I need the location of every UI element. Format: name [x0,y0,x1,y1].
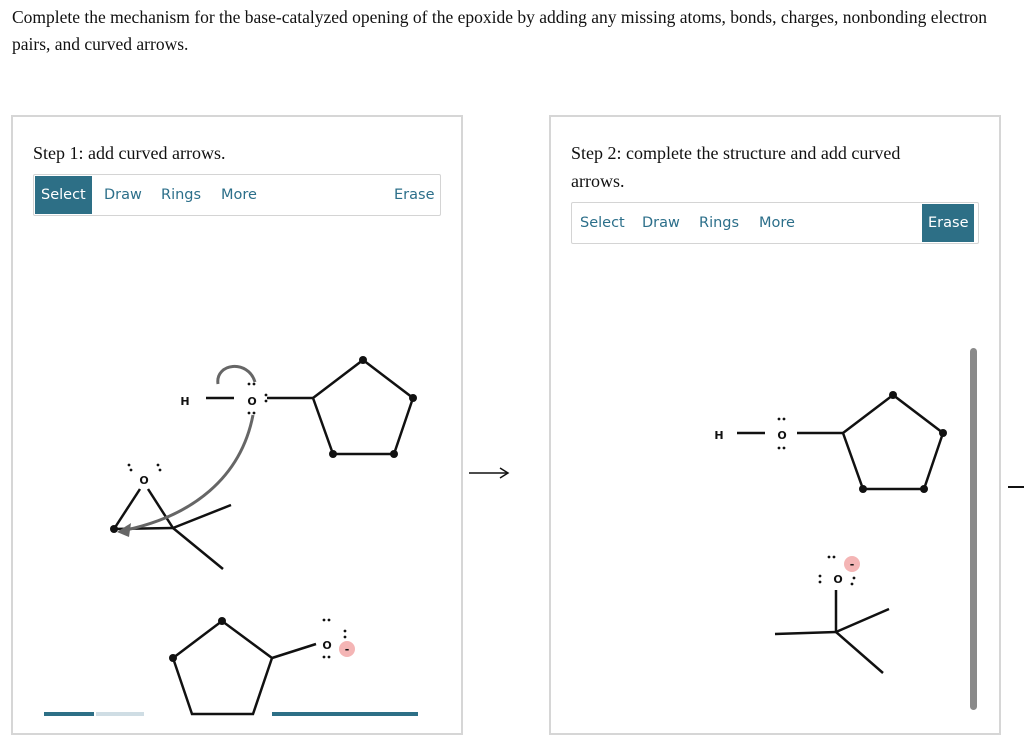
step1-epoxide-carbon [110,525,118,533]
step2-more-button[interactable]: More [759,215,795,231]
step2-bond-methyl-3 [836,632,883,673]
step2-negative-charge: - [849,558,855,571]
step2-select-button[interactable]: Select [580,215,625,231]
step2-cyclopentane-ring [843,395,943,489]
step2-atom-h: H [714,429,724,442]
step1-bottom-toolbar-group[interactable] [272,712,418,716]
step1-lone-pairs-epoxide [128,464,162,472]
step1-drawing-canvas[interactable] [13,117,461,717]
step1-bottom-toolbar-button[interactable] [44,712,94,716]
step1-cyclopentane-ring [313,360,413,454]
step2-panel [549,115,1001,735]
step2-atom-o-hydroxide: O [777,429,787,442]
step2-bond-methyl-2 [836,609,889,632]
step1-atom-o-alkoxide: O [322,639,332,652]
step1-erase-button[interactable]: Erase [394,187,435,203]
step2-rings-button[interactable]: Rings [699,215,740,231]
step1-atom-h: H [180,395,190,408]
step2-atom-o-alkoxide: O [833,573,843,586]
step1-title: Step 1: add curved arrows. [33,143,226,163]
step1-bottom-toolbar-button-2[interactable] [96,712,144,716]
step2-erase-button[interactable]: Erase [922,204,974,242]
step1-product-ring [173,621,272,714]
step1-atom-o-hydroxide: O [247,395,257,408]
step2-bond-methyl-1 [775,632,836,634]
step1-draw-button[interactable]: Draw [104,187,142,203]
step1-rings-button[interactable]: Rings [161,187,202,203]
next-step-arrow-edge [1008,486,1024,488]
step1-more-button[interactable]: More [221,187,257,203]
step1-curved-arrow-attack[interactable] [121,415,253,531]
step2-draw-button[interactable]: Draw [642,215,680,231]
question-prompt: Complete the mechanism for the base-catalyzed opening of the epoxide by adding any missing atoms, bonds, charges, nonbonding electron pairs, and curved arrows. [12,7,988,54]
reaction-arrow [468,462,512,484]
step1-select-button[interactable]: Select [35,176,92,214]
step1-curved-arrow-loop[interactable] [218,366,255,384]
step1-negative-charge: - [344,643,350,656]
step2-drawing-canvas[interactable] [551,117,999,717]
step2-title: Step 2: complete the structure and add curved arrows. [571,143,901,191]
step1-atom-o-epoxide: O [139,474,149,487]
step1-panel [11,115,463,735]
step1-ring-vertices [329,356,417,458]
step1-bond-ring-o [272,644,316,658]
step2-scrollbar[interactable] [970,348,977,710]
step1-bond-o-c1 [114,489,140,529]
step2-ring-vertices [859,391,947,493]
step1-bond-methyl-2 [173,528,223,569]
